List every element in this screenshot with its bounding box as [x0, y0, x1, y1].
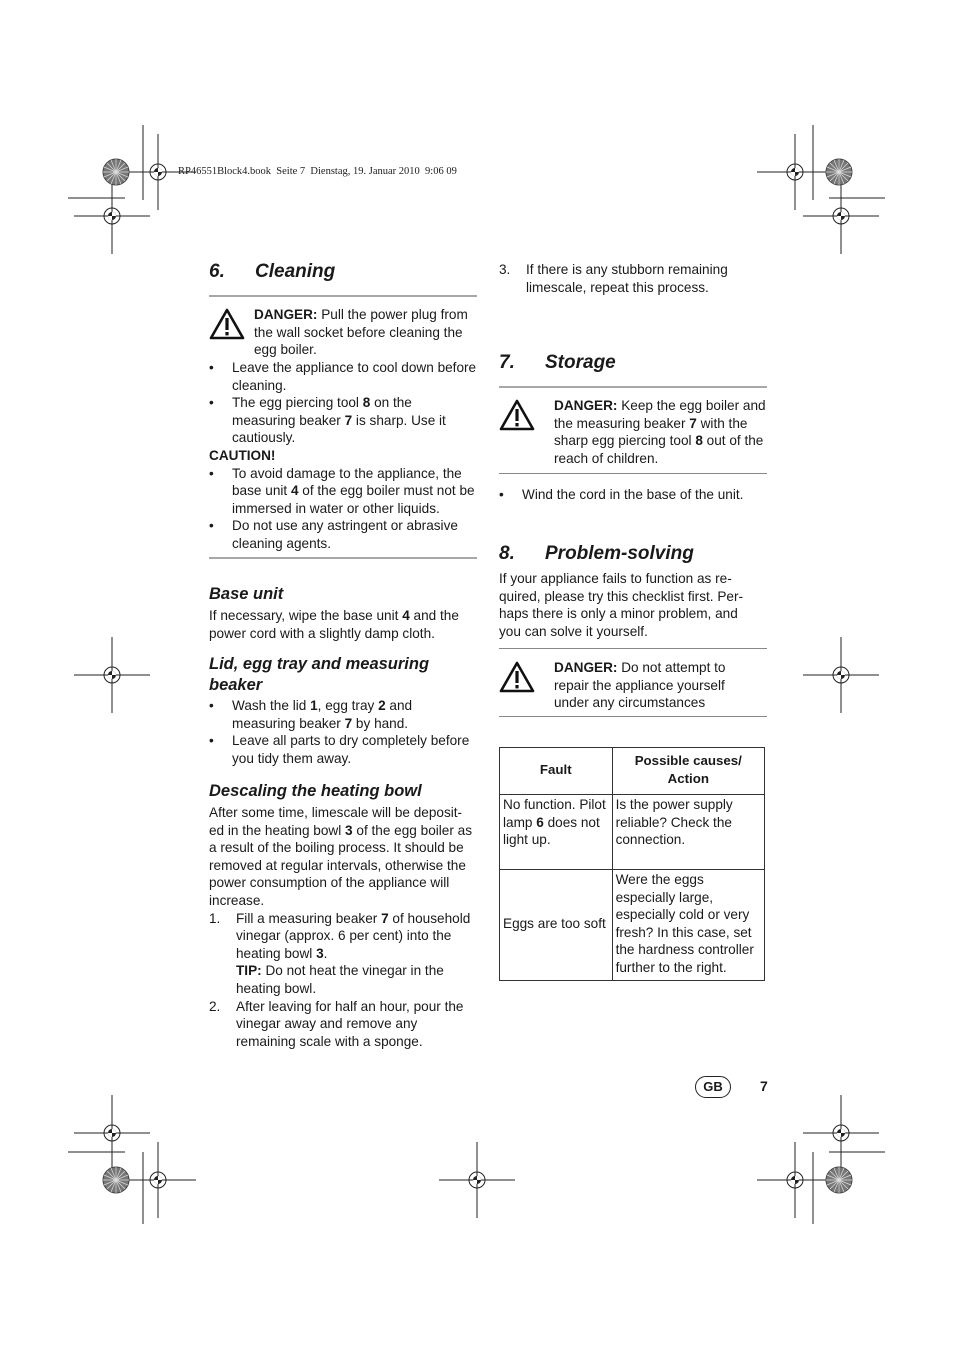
file-header: RP46551Block4.book Seite 7 Dienstag, 19. Januar 2010 9:06 09: [178, 166, 457, 177]
table-cell: Were the eggs especially large, especially cold or very fresh? In this case, set the hardness controller further to the right.: [612, 870, 764, 981]
danger-notice-problem: DANGER: Do not attempt to repair the appliance yourself under any circumstances: [499, 659, 767, 712]
danger-notice-cleaning: DANGER: Pull the power plug from the wall socket before cleaning the egg boiler.: [209, 306, 477, 359]
language-badge: GB: [695, 1076, 731, 1098]
list-item: • To avoid damage to the appliance, the base unit 4 of the egg boiler must not be immersed in water or other liquids.: [209, 465, 475, 516]
fault-table: [499, 747, 765, 981]
caution-label: CAUTION!: [209, 447, 276, 463]
list-item: 2. After leaving for half an hour, pour the vinegar away and remove any remaining scale with a sponge.: [209, 998, 464, 1049]
subsection-title-descaling: Descaling the heating bowl: [209, 782, 422, 800]
descaling-step-3: [499, 261, 767, 296]
divider: [209, 557, 477, 559]
registration-mark-icon: [757, 134, 833, 210]
registration-mark-icon: [74, 637, 150, 713]
page-number: 7: [760, 1078, 768, 1094]
registration-mark-icon: [120, 1142, 196, 1218]
descaling-body: [209, 804, 477, 1050]
warning-triangle-icon: [499, 661, 535, 693]
table-cell: No function. Pilot lamp 6 does not light up.: [500, 795, 613, 870]
divider: [499, 473, 767, 474]
section-title-cleaning: 6. Cleaning: [209, 261, 336, 282]
registration-mark-icon: [757, 1142, 833, 1218]
paragraph: If necessary, wipe the base unit 4 and the power cord with a slightly damp cloth.: [209, 608, 459, 641]
list-item: • Leave all parts to dry completely before you tidy them away.: [209, 733, 470, 766]
color-wheel-icon: [826, 1167, 852, 1193]
registration-mark-icon: [439, 1142, 515, 1218]
registration-mark-icon: [803, 1095, 879, 1171]
list-item: 3. If there is any stubborn remaining limescale, repeat this process.: [499, 262, 728, 295]
color-wheel-icon: [103, 159, 129, 185]
registration-mark-icon: [803, 178, 879, 254]
color-wheel-icon: [103, 1167, 129, 1193]
list-item: • Leave the appliance to cool down before cleaning.: [209, 360, 477, 393]
color-wheel-icon: [826, 159, 852, 185]
column-header: Fault: [500, 748, 613, 795]
section-title-problem-solving: 8. Problem-solving: [499, 543, 694, 564]
lid-bullets: [209, 697, 477, 767]
subsection-title-base-unit: Base unit: [209, 585, 284, 603]
divider: [499, 716, 767, 717]
registration-mark-icon: [803, 637, 879, 713]
cleaning-bullets: [209, 359, 477, 553]
list-item: • Wash the lid 1, egg tray 2 and measuring beaker 7 by hand.: [209, 698, 413, 731]
table-row: [500, 795, 765, 870]
subsection-title-lid: Lid, egg tray and measuring beaker: [209, 655, 430, 694]
storage-bullets: [499, 486, 767, 504]
table-row: [500, 870, 765, 981]
divider: [209, 295, 477, 297]
column-header: Possible causes/ Action: [612, 748, 764, 795]
list-item: • The egg piercing tool 8 on the measuring beaker 7 is sharp. Use it cautiously.: [209, 395, 446, 446]
paragraph: If your appliance fails to function as re-quired, please try this checklist first. Per-haps there is only a minor problem, and you can solve it yourself.: [499, 571, 744, 639]
list-item: • Wind the cord in the base of the unit.: [499, 487, 744, 502]
registration-mark-icon: [74, 178, 150, 254]
warning-triangle-icon: [209, 308, 245, 340]
registration-mark-icon: [74, 1095, 150, 1171]
table-cell: Eggs are too soft: [500, 870, 613, 981]
warning-triangle-icon: [499, 399, 535, 431]
divider: [499, 386, 767, 388]
table-cell: Is the power supply reliable? Check the connection.: [612, 795, 764, 870]
paragraph: After some time, limescale will be deposit-ed in the heating bowl 3 of the egg boiler as a result of the boiling process. It should be removed at regular intervals, otherwise the power consumption of the appliance will increase.: [209, 805, 473, 908]
section-title-storage: 7. Storage: [499, 352, 616, 373]
divider: [499, 648, 767, 649]
list-item: • Do not use any astringent or abrasive cleaning agents.: [209, 518, 458, 551]
list-item: 1. Fill a measuring beaker 7 of household vinegar (approx. 6 per cent) into the heating bowl 3. TIP: Do not heat the vinegar in the heating bowl.: [209, 910, 471, 996]
danger-notice-storage: DANGER: Keep the egg boiler and the measuring beaker 7 with the sharp egg piercing tool 8 out of the reach of children.: [499, 397, 767, 467]
table-header-row: [500, 748, 765, 795]
